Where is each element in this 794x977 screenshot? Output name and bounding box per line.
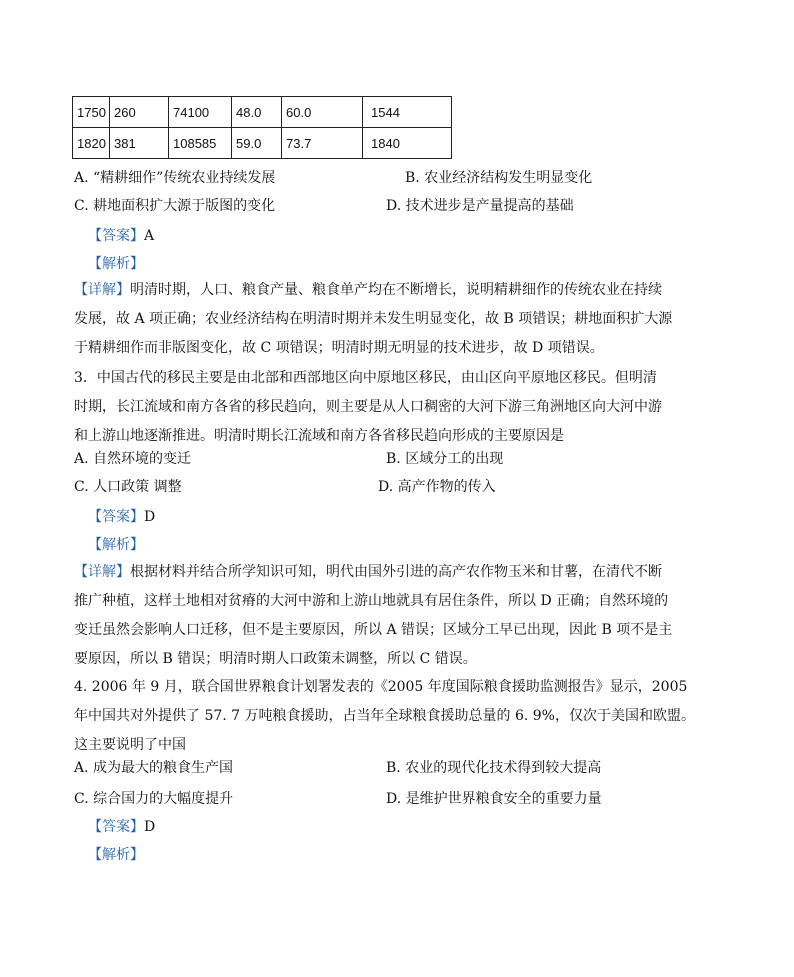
table-cell: 1544	[363, 97, 452, 128]
q2-detail	[74, 276, 724, 363]
table-cell: 60.0	[282, 97, 363, 128]
detail-line: 于精耕细作而非版图变化，故 C 项错误；明清时期无明显的技术进步，故 D 项错误。	[74, 340, 604, 356]
answer-label: 【答案】	[88, 509, 144, 525]
answer-label: 【答案】	[88, 819, 144, 835]
q3-option-c: C. 人口政策 调整	[74, 479, 182, 495]
detail-line: 变迁虽然会影响人口迁移，但不是主要原因，所以 A 错误；区域分工早已出现，因此 B 项不是主	[74, 622, 673, 638]
detail-label: 【详解】	[74, 564, 130, 580]
table-row	[73, 128, 452, 159]
q2-analysis-label	[88, 254, 144, 274]
q3-option-d: D. 高产作物的传入	[378, 479, 496, 495]
table-cell: 108585	[169, 128, 232, 159]
q4-option-a: A. 成为最大的粮食生产国	[74, 760, 234, 776]
q4-option-c: C. 综合国力的大幅度提升	[74, 791, 234, 807]
q3-answer	[88, 507, 155, 527]
answer-value: D	[144, 819, 156, 835]
q4-stem	[74, 673, 724, 760]
q2-option-b: B. 农业经济结构发生明显变化	[405, 170, 593, 186]
table-cell: 59.0	[232, 128, 282, 159]
table-row	[73, 97, 452, 128]
answer-value: A	[144, 228, 155, 244]
stem-line: 4. 2006 年 9 月，联合国世界粮食计划署发表的《2005 年度国际粮食援助监测报告》显示，2005	[74, 679, 688, 695]
stem-line: 年中国共对外提供了 57. 7 万吨粮食援助，占当年全球粮食援助总量的 6. 9%，仅次于美国和欧盟。	[74, 708, 695, 724]
q2-option-d: D. 技术进步是产量提高的基础	[386, 198, 574, 214]
answer-value: D	[144, 509, 156, 525]
table-cell: 1750	[73, 97, 110, 128]
analysis-label: 【解析】	[88, 847, 144, 863]
q4-option-b: B. 农业的现代化技术得到较大提高	[386, 760, 602, 776]
detail-line: 【详解】根据材料并结合所学知识可知，明代由国外引进的高产农作物玉米和甘薯，在清代不断	[74, 564, 662, 580]
analysis-label: 【解析】	[88, 537, 144, 553]
stem-line: 3．中国古代的移民主要是由北部和西部地区向中原地区移民，由山区向平原地区移民。但明清	[74, 370, 657, 386]
table-cell: 48.0	[232, 97, 282, 128]
detail-line: 发展，故 A 项正确；农业经济结构在明清时期并未发生明显变化，故 B 项错误；耕地面积扩大源	[74, 311, 673, 327]
detail-line: 【详解】明清时期，人口、粮食产量、粮食单产均在不断增长，说明精耕细作的传统农业在持续	[74, 282, 662, 298]
detail-line: 推广种植，这样土地相对贫瘠的大河中游和上游山地就具有居住条件，所以 D 正确；自然环境的	[74, 593, 669, 609]
q3-option-a: A. 自然环境的变迁	[74, 451, 192, 467]
stem-line: 这主要说明了中国	[74, 737, 186, 753]
analysis-label: 【解析】	[88, 256, 144, 272]
q3-analysis-label	[88, 535, 144, 555]
q2-option-c: C. 耕地面积扩大源于版图的变化	[74, 198, 276, 214]
detail-label: 【详解】	[74, 282, 130, 298]
table-cell: 260	[110, 97, 169, 128]
stem-line: 和上游山地逐渐推进。明清时期长江流域和南方各省移民趋向形成的主要原因是	[74, 428, 564, 444]
q2-option-a: A. “精耕细作”传统农业持续发展	[74, 170, 276, 186]
q3-option-b: B. 区域分工的出现	[386, 451, 504, 467]
q4-option-d: D. 是维护世界粮食安全的重要力量	[386, 791, 602, 807]
q2-answer	[88, 226, 154, 246]
q4-analysis-label	[88, 845, 144, 865]
table-cell: 1820	[73, 128, 110, 159]
answer-label: 【答案】	[88, 228, 144, 244]
detail-line: 要原因，所以 B 错误；明清时期人口政策未调整，所以 C 错误。	[74, 651, 477, 667]
table-cell: 74100	[169, 97, 232, 128]
table-cell: 1840	[363, 128, 452, 159]
data-table	[72, 96, 452, 159]
table-cell: 73.7	[282, 128, 363, 159]
q3-stem	[74, 364, 724, 451]
stem-line: 时期，长江流域和南方各省的移民趋向，则主要是从人口稠密的大河下游三角洲地区向大河中游	[74, 399, 662, 415]
q4-answer	[88, 817, 155, 837]
table-cell: 381	[110, 128, 169, 159]
q3-detail	[74, 558, 724, 674]
